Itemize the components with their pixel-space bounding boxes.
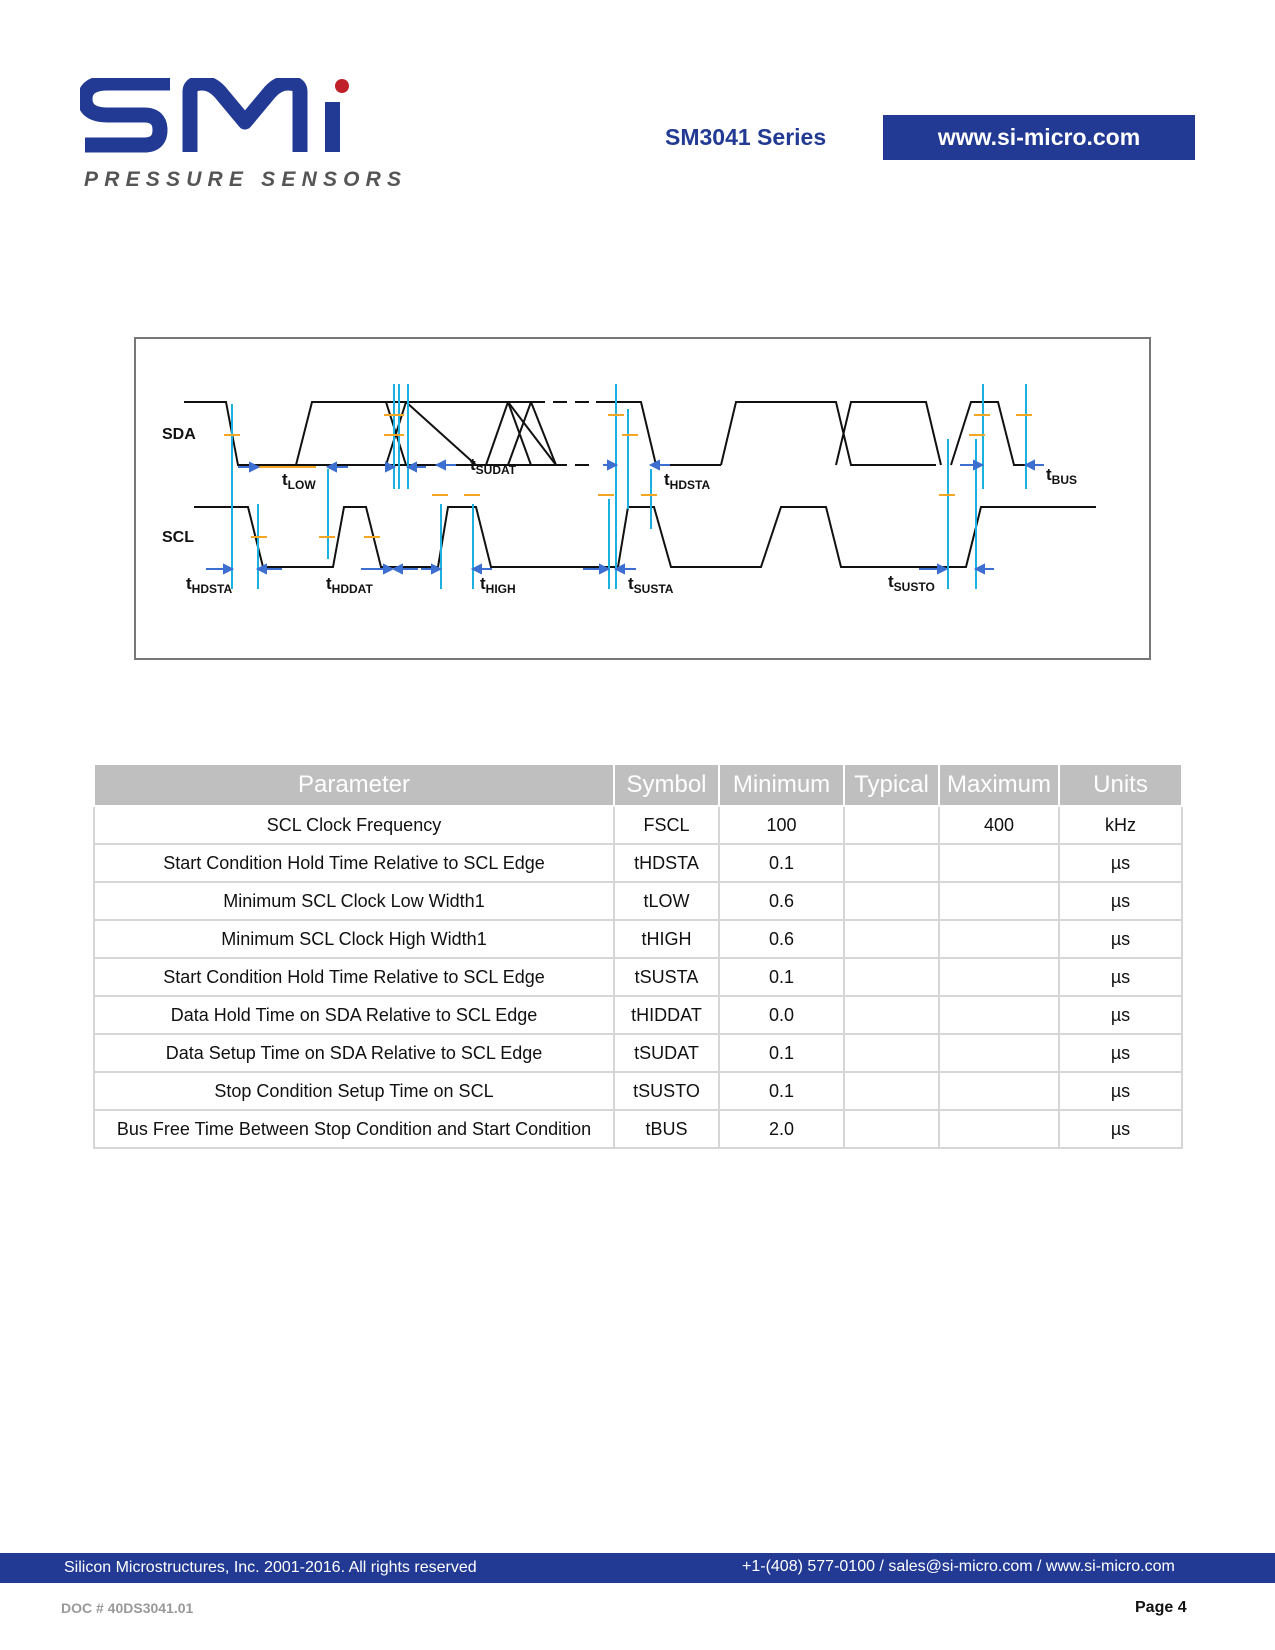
timing-label-sudat: $t_{SUDAT}$	[470, 455, 517, 477]
sda-waveform	[184, 402, 296, 465]
website-banner[interactable]: www.si-micro.com	[883, 115, 1195, 160]
header-maximum: Maximum	[939, 764, 1059, 806]
table-cell: µs	[1059, 1110, 1182, 1148]
footer-copyright: Silicon Microstructures, Inc. 2001-2016. All rights reserved	[64, 1559, 477, 1576]
table-cell: µs	[1059, 1072, 1182, 1110]
table-cell	[844, 1072, 939, 1110]
table-cell	[939, 920, 1059, 958]
table-cell	[939, 1072, 1059, 1110]
table-cell	[939, 1034, 1059, 1072]
header-symbol: Symbol	[614, 764, 719, 806]
series-title: SM3041 Series	[665, 124, 827, 150]
table-cell	[939, 844, 1059, 882]
table-cell: tSUSTO	[614, 1072, 719, 1110]
table-cell: tHIGH	[614, 920, 719, 958]
table-cell	[844, 996, 939, 1034]
table-cell: Bus Free Time Between Stop Condition and Start Condition	[94, 1110, 614, 1148]
table-cell: tHDSTA	[614, 844, 719, 882]
table-cell	[844, 806, 939, 844]
table-cell: µs	[1059, 958, 1182, 996]
signal-waveforms	[184, 402, 1096, 567]
table-cell: tSUSTA	[614, 958, 719, 996]
table-cell: tLOW	[614, 882, 719, 920]
table-row	[94, 996, 1182, 1034]
table-cell	[844, 920, 939, 958]
table-cell: Data Hold Time on SDA Relative to SCL Edge	[94, 996, 614, 1034]
logo-dot-icon	[335, 79, 349, 93]
table-cell: 0.0	[719, 996, 844, 1034]
logo-subtitle: PRESSURE SENSORS	[84, 168, 408, 191]
table-cell: SCL Clock Frequency	[94, 806, 614, 844]
table-cell: 0.1	[719, 958, 844, 996]
table-row	[94, 958, 1182, 996]
table-cell: µs	[1059, 1034, 1182, 1072]
timing-label-susto: $t_{SUSTO}$	[888, 572, 935, 594]
timing-label-bus: $t_{BUS}$	[1046, 465, 1078, 487]
table-cell: 0.1	[719, 1034, 844, 1072]
timing-label-hdsta: $t_{HDSTA}$	[186, 574, 233, 596]
table-cell: µs	[1059, 920, 1182, 958]
table-cell	[844, 1034, 939, 1072]
page-number: Page 4	[1135, 1599, 1187, 1616]
table-cell: 0.6	[719, 920, 844, 958]
table-cell: µs	[1059, 844, 1182, 882]
table-cell	[939, 882, 1059, 920]
sda-label: SDA	[162, 426, 196, 443]
table-cell	[939, 996, 1059, 1034]
timing-label-hdsta: $t_{HDSTA}$	[664, 470, 711, 492]
table-cell	[844, 1110, 939, 1148]
table-cell: tSUDAT	[614, 1034, 719, 1072]
table-cell	[939, 958, 1059, 996]
timing-label-susta: $t_{SUSTA}$	[628, 574, 674, 596]
table-cell	[844, 882, 939, 920]
table-row	[94, 844, 1182, 882]
footer-contact[interactable]: +1-(408) 577-0100 / sales@si-micro.com / www.si-micro.com	[742, 1558, 1175, 1575]
scl-label: SCL	[162, 529, 194, 546]
timing-label-high: $t_{HIGH}$	[480, 574, 516, 596]
table-cell	[844, 958, 939, 996]
table-cell: 100	[719, 806, 844, 844]
timing-label-low: $t_{LOW}$	[282, 470, 316, 492]
table-cell: 0.6	[719, 882, 844, 920]
header-parameter: Parameter	[94, 764, 614, 806]
table-cell: µs	[1059, 996, 1182, 1034]
table-cell: 0.1	[719, 844, 844, 882]
table-cell: Start Condition Hold Time Relative to SCL Edge	[94, 958, 614, 996]
header-typical: Typical	[844, 764, 939, 806]
header-minimum: Minimum	[719, 764, 844, 806]
table-cell: Start Condition Hold Time Relative to SCL Edge	[94, 844, 614, 882]
table-cell: 2.0	[719, 1110, 844, 1148]
table-row	[94, 882, 1182, 920]
table-cell: Minimum SCL Clock Low Width1	[94, 882, 614, 920]
table-row	[94, 920, 1182, 958]
footer-bar	[0, 1553, 1275, 1583]
table-cell: Minimum SCL Clock High Width1	[94, 920, 614, 958]
table-row	[94, 1072, 1182, 1110]
timing-markers	[232, 384, 1026, 589]
header-units: Units	[1059, 764, 1182, 806]
timing-arrows	[206, 461, 1044, 573]
doc-number: DOC # 40DS3041.01	[61, 1600, 194, 1616]
table-row	[94, 806, 1182, 844]
table-cell: 0.1	[719, 1072, 844, 1110]
timing-parameter-table	[93, 763, 1183, 1149]
table-row	[94, 1034, 1182, 1072]
table-cell: 400	[939, 806, 1059, 844]
table-cell: Stop Condition Setup Time on SCL	[94, 1072, 614, 1110]
table-cell: µs	[1059, 882, 1182, 920]
table-cell	[844, 844, 939, 882]
table-cell	[939, 1110, 1059, 1148]
i2c-timing-diagram	[134, 337, 1151, 660]
table-cell: tHIDDAT	[614, 996, 719, 1034]
table-cell: tBUS	[614, 1110, 719, 1148]
table-cell: kHz	[1059, 806, 1182, 844]
timing-label-hddat: $t_{HDDAT}$	[326, 574, 373, 596]
table-cell: FSCL	[614, 806, 719, 844]
table-header-row	[94, 764, 1182, 806]
table-cell: Data Setup Time on SDA Relative to SCL Edge	[94, 1034, 614, 1072]
table-row	[94, 1110, 1182, 1148]
